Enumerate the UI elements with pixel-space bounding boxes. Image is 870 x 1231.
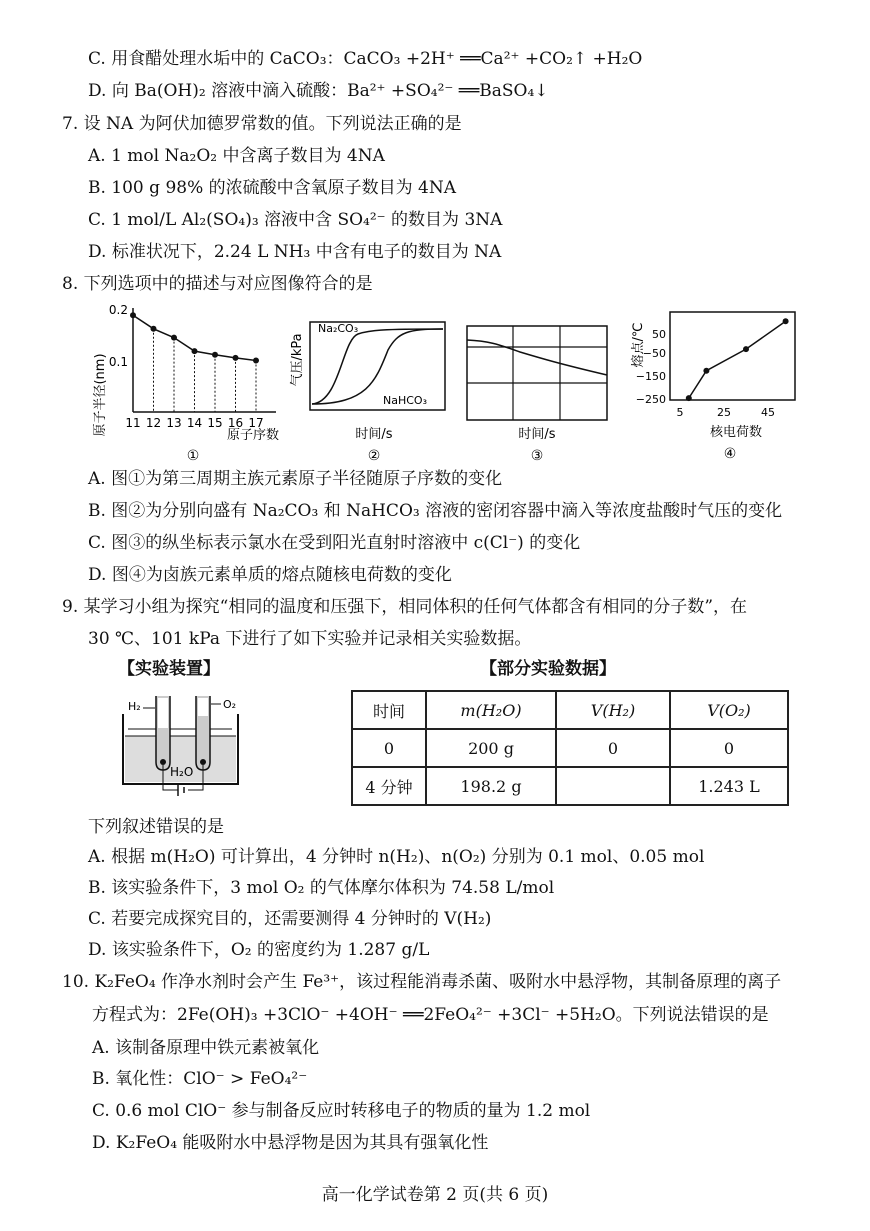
fig4-xtick-5: 5 — [676, 406, 684, 419]
fig1-point — [253, 358, 259, 364]
fig1-xlabel: 原子序数 — [226, 428, 280, 443]
q8-figure-3 — [460, 300, 620, 465]
q9-stem-line2: 30 ℃、101 kPa 下进行了如下实验并记录相关实验数据。 — [88, 629, 532, 649]
table-header: 时间 — [352, 691, 426, 729]
fig4-point — [686, 395, 692, 401]
q7-option-c: C. 1 mol/L Al₂(SO₄)₃ 溶液中含 SO₄²⁻ 的数目为 3NA — [88, 210, 503, 230]
fig1-ytick-0.2: 0.2 — [108, 303, 128, 317]
q9-option-c: C. 若要完成探究目的，还需要测得 4 分钟时的 V(H₂) — [88, 909, 492, 929]
q8-option-c: C. 图③的纵坐标表示氯水在受到阳光直射时溶液中 c(Cl⁻) 的变化 — [88, 533, 581, 553]
fig4-xtick-25: 25 — [717, 406, 731, 419]
fig1-xtick: 11 — [125, 416, 141, 430]
q10-stem-line2: 方程式为：2Fe(OH)₃ +3ClO⁻ +4OH⁻ ══2FeO₄²⁻ +3Cl⁻ +5H₂O。下列说法错误的是 — [92, 1005, 769, 1025]
apparatus-o2-label: O₂ — [223, 698, 237, 711]
fig1-xtick: 12 — [145, 416, 162, 430]
q6-option-d: D. 向 Ba(OH)₂ 溶液中滴入硫酸：Ba²⁺ +SO₄²⁻ ══BaSO₄↓ — [88, 81, 549, 101]
table-cell — [556, 767, 670, 805]
q8-option-b: B. 图②为分别向盛有 Na₂CO₃ 和 NaHCO₃ 溶液的密闭容器中滴入等浓度盐酸时气压的变化 — [88, 501, 783, 521]
fig4-number: ④ — [723, 446, 737, 462]
fig4-point — [743, 346, 749, 352]
fig1-xtick: 15 — [207, 416, 223, 430]
fig1-point — [233, 355, 239, 361]
fig4-ytick-50: 50 — [652, 328, 666, 341]
fig4-ytick-neg50: −50 — [642, 347, 666, 360]
fig3-xlabel: 时间/s — [518, 427, 556, 442]
fig4-line — [689, 321, 786, 398]
q9-lead: 下列叙述错误的是 — [88, 817, 224, 837]
fig2-label-na2co3: Na₂CO₃ — [318, 322, 359, 335]
table-header: V(H₂) — [556, 691, 670, 729]
q8-figure-4 — [628, 300, 803, 465]
q7-stem: 7. 设 NA 为阿伏加德罗常数的值。下列说法正确的是 — [62, 114, 462, 134]
fig2-curve-nahco3 — [312, 329, 443, 404]
fig3-number: ③ — [530, 448, 544, 464]
table-row — [352, 729, 788, 767]
page-footer: 高一化学试卷第 2 页(共 6 页) — [321, 1185, 549, 1205]
table-header: m(H₂O) — [426, 691, 556, 729]
q8-option-a: A. 图①为第三周期主族元素原子半径随原子序数的变化 — [88, 469, 503, 489]
table-cell: 198.2 g — [426, 767, 556, 805]
table-row — [352, 767, 788, 805]
fig1-point — [212, 352, 218, 358]
fig1-ytick-0.1: 0.1 — [108, 355, 128, 369]
table-cell: 0 — [556, 729, 670, 767]
fig2-curve-na2co3 — [312, 329, 443, 404]
q9-data-table — [351, 690, 789, 806]
fig1-point — [130, 312, 136, 318]
q9-option-b: B. 该实验条件下，3 mol O₂ 的气体摩尔体积为 74.58 L/mol — [88, 878, 555, 898]
apparatus-water-label: H₂O — [170, 765, 194, 779]
q9-data-title: 【部分实验数据】 — [480, 659, 616, 679]
fig2-xlabel: 时间/s — [355, 427, 393, 442]
fig4-point — [783, 318, 789, 324]
fig1-ylabel: 原子半径(nm) — [93, 353, 108, 437]
fig1-point — [151, 326, 157, 332]
fig1-point — [171, 335, 177, 341]
q9-option-d: D. 该实验条件下，O₂ 的密度约为 1.287 g/L — [88, 940, 430, 960]
q9-stem-line1: 9. 某学习小组为探究“相同的温度和压强下，相同体积的任何气体都含有相同的分子数”，在 — [62, 597, 748, 617]
fig1-xtick: 16 — [227, 416, 244, 430]
q7-option-d: D. 标准状况下，2.24 L NH₃ 中含有电子的数目为 NA — [88, 242, 502, 262]
q10-option-b: B. 氧化性：ClO⁻ > FeO₄²⁻ — [92, 1069, 308, 1089]
q7-option-a: A. 1 mol Na₂O₂ 中含离子数目为 4NA — [88, 146, 385, 166]
fig1-xtick: 13 — [166, 416, 182, 430]
q8-figure-1 — [88, 300, 288, 465]
q9-apparatus-title: 【实验装置】 — [118, 659, 220, 679]
table-cell: 200 g — [426, 729, 556, 767]
q8-option-d: D. 图④为卤族元素单质的熔点随核电荷数的变化 — [88, 565, 452, 585]
fig4-xtick-45: 45 — [761, 406, 775, 419]
table-cell: 4 分钟 — [352, 767, 426, 805]
electrolysis-apparatus — [118, 684, 248, 802]
fig1-number: ① — [186, 448, 200, 464]
q6-option-c: C. 用食醋处理水垢中的 CaCO₃：CaCO₃ +2H⁺ ══Ca²⁺ +CO₂↑ +H₂O — [88, 49, 643, 69]
q7-option-b: B. 100 g 98% 的浓硫酸中含氧原子数目为 4NA — [88, 178, 456, 198]
fig2-ylabel: 气压/kPa — [290, 333, 305, 387]
fig1-point — [192, 348, 198, 354]
fig4-ytick-neg150: −150 — [635, 370, 666, 383]
q10-option-c: C. 0.6 mol ClO⁻ 参与制备反应时转移电子的物质的量为 1.2 mol — [92, 1101, 591, 1121]
fig4-xlabel: 核电荷数 — [709, 425, 763, 440]
fig4-ylabel: 熔点/℃ — [631, 322, 646, 368]
q9-option-a: A. 根据 m(H₂O) 可计算出，4 分钟时 n(H₂)、n(O₂) 分别为 0.1 mol、0.05 mol — [88, 847, 705, 867]
apparatus-h2-label: H₂ — [128, 700, 141, 713]
q10-option-a: A. 该制备原理中铁元素被氧化 — [92, 1038, 320, 1058]
fig1-xtick: 17 — [248, 416, 264, 430]
fig2-number: ② — [367, 448, 381, 464]
q10-stem-line1: 10. K₂FeO₄ 作净水剂时会产生 Fe³⁺，该过程能消毒杀菌、吸附水中悬浮物，其制备原理的离子 — [62, 972, 782, 992]
q10-option-d: D. K₂FeO₄ 能吸附水中悬浮物是因为其具有强氧化性 — [92, 1133, 489, 1153]
fig2-label-nahco3: NaHCO₃ — [383, 394, 427, 407]
fig1-xtick: 14 — [186, 416, 203, 430]
table-header-row — [352, 691, 788, 729]
table-header: V(O₂) — [670, 691, 788, 729]
table-cell: 0 — [670, 729, 788, 767]
table-cell: 1.243 L — [670, 767, 788, 805]
q8-figure-2 — [288, 300, 458, 465]
fig3-curve — [467, 340, 607, 375]
fig4-point — [703, 368, 709, 374]
fig4-ytick-neg250: −250 — [635, 393, 666, 406]
table-cell: 0 — [352, 729, 426, 767]
q8-stem: 8. 下列选项中的描述与对应图像符合的是 — [62, 274, 373, 294]
